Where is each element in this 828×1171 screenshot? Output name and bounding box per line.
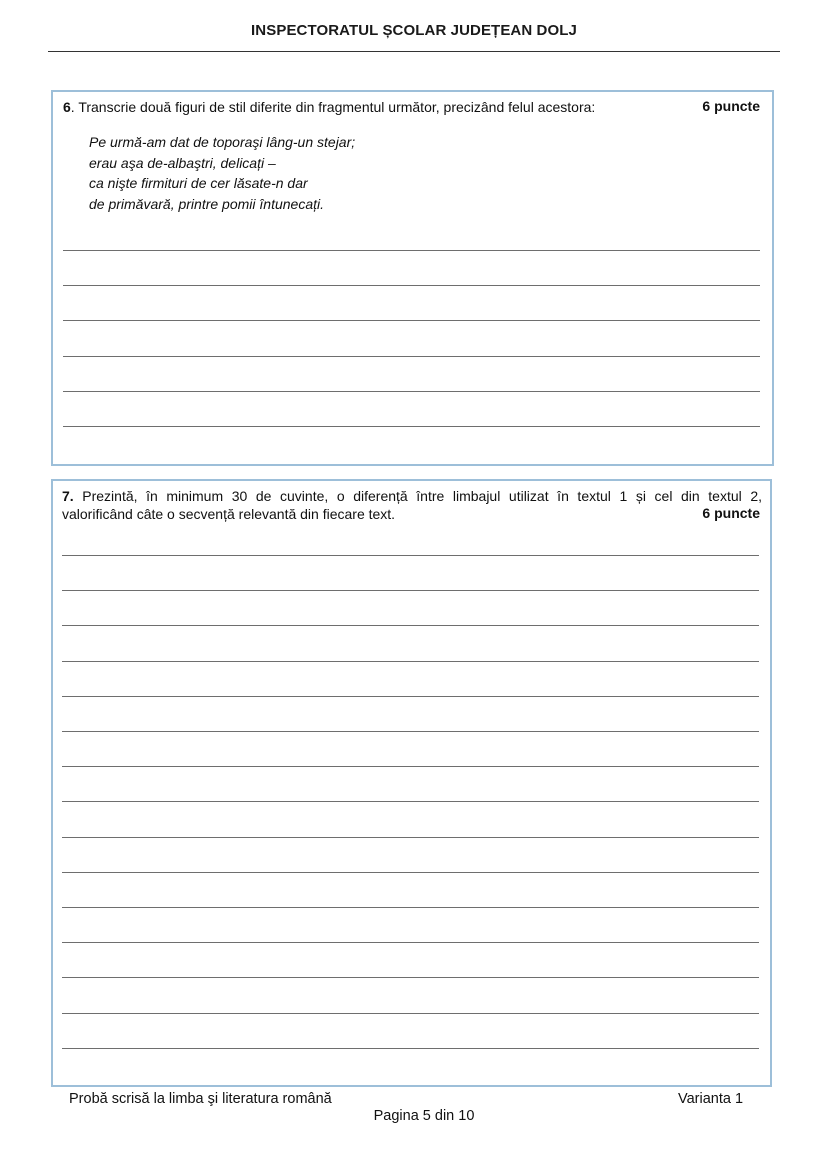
- answer-line[interactable]: [62, 590, 759, 591]
- answer-line[interactable]: [62, 555, 759, 556]
- answer-line[interactable]: [63, 356, 760, 357]
- question-7-prompt-line1: [62, 487, 762, 505]
- answer-line[interactable]: [62, 907, 759, 908]
- question-6-points: 6 puncte: [702, 98, 760, 114]
- footer-variant: Varianta 1: [678, 1091, 744, 1107]
- question-7-points: 6 puncte: [702, 505, 760, 521]
- answer-line[interactable]: [63, 320, 760, 321]
- page-header-title: INSPECTORATUL ȘCOLAR JUDEȚEAN DOLJ: [251, 22, 577, 39]
- question-6-number: 6: [63, 99, 71, 115]
- answer-line[interactable]: [62, 1048, 759, 1049]
- question-7-number: 7.: [62, 488, 74, 504]
- answer-line[interactable]: [62, 625, 759, 626]
- answer-line[interactable]: [63, 426, 760, 427]
- answer-line[interactable]: [63, 285, 760, 286]
- excerpt-line: Pe urmă-am dat de toporaşi lâng-un stejar;: [89, 134, 356, 150]
- answer-line[interactable]: [62, 661, 759, 662]
- excerpt-line: de primăvară, printre pomii întunecați.: [89, 195, 324, 212]
- answer-line[interactable]: [62, 977, 759, 978]
- question-7-box: [51, 479, 772, 1087]
- excerpt-line: ca nişte firmituri de cer lăsate-n dar: [89, 175, 308, 191]
- header-divider: [48, 51, 780, 52]
- question-6-text: Transcrie două figuri de stil diferite din fragmentul următor, precizând felul acestora:: [74, 99, 596, 115]
- answer-line[interactable]: [62, 1013, 759, 1014]
- answer-line[interactable]: [62, 801, 759, 802]
- answer-line[interactable]: [63, 391, 760, 392]
- answer-line[interactable]: [62, 731, 759, 732]
- question-6-box: [51, 90, 774, 466]
- excerpt-line: erau aşa de-albaştri, delicați –: [89, 154, 276, 171]
- footer-exam-name: Probă scrisă la limba şi literatura română: [69, 1091, 332, 1107]
- answer-line[interactable]: [62, 942, 759, 943]
- answer-line[interactable]: [62, 837, 759, 838]
- answer-line[interactable]: [62, 696, 759, 697]
- answer-line[interactable]: [62, 872, 759, 873]
- question-6-excerpt: [89, 132, 355, 214]
- question-7-prompt-line2: valorificând câte o secvență relevantă din fiecare text.: [62, 506, 396, 522]
- question-7-text: Prezintă, în minimum 30 de cuvinte, o diferență între limbajul utilizat în textul 1 și cel din textul 2,: [73, 488, 762, 504]
- answer-line[interactable]: [63, 250, 760, 251]
- answer-line[interactable]: [62, 766, 759, 767]
- question-6-prompt: 6. Transcrie două figuri de stil diferite din fragmentul următor, precizând felul acestora:: [63, 99, 596, 115]
- footer-page-number: Pagina 5 din 10: [373, 1108, 475, 1124]
